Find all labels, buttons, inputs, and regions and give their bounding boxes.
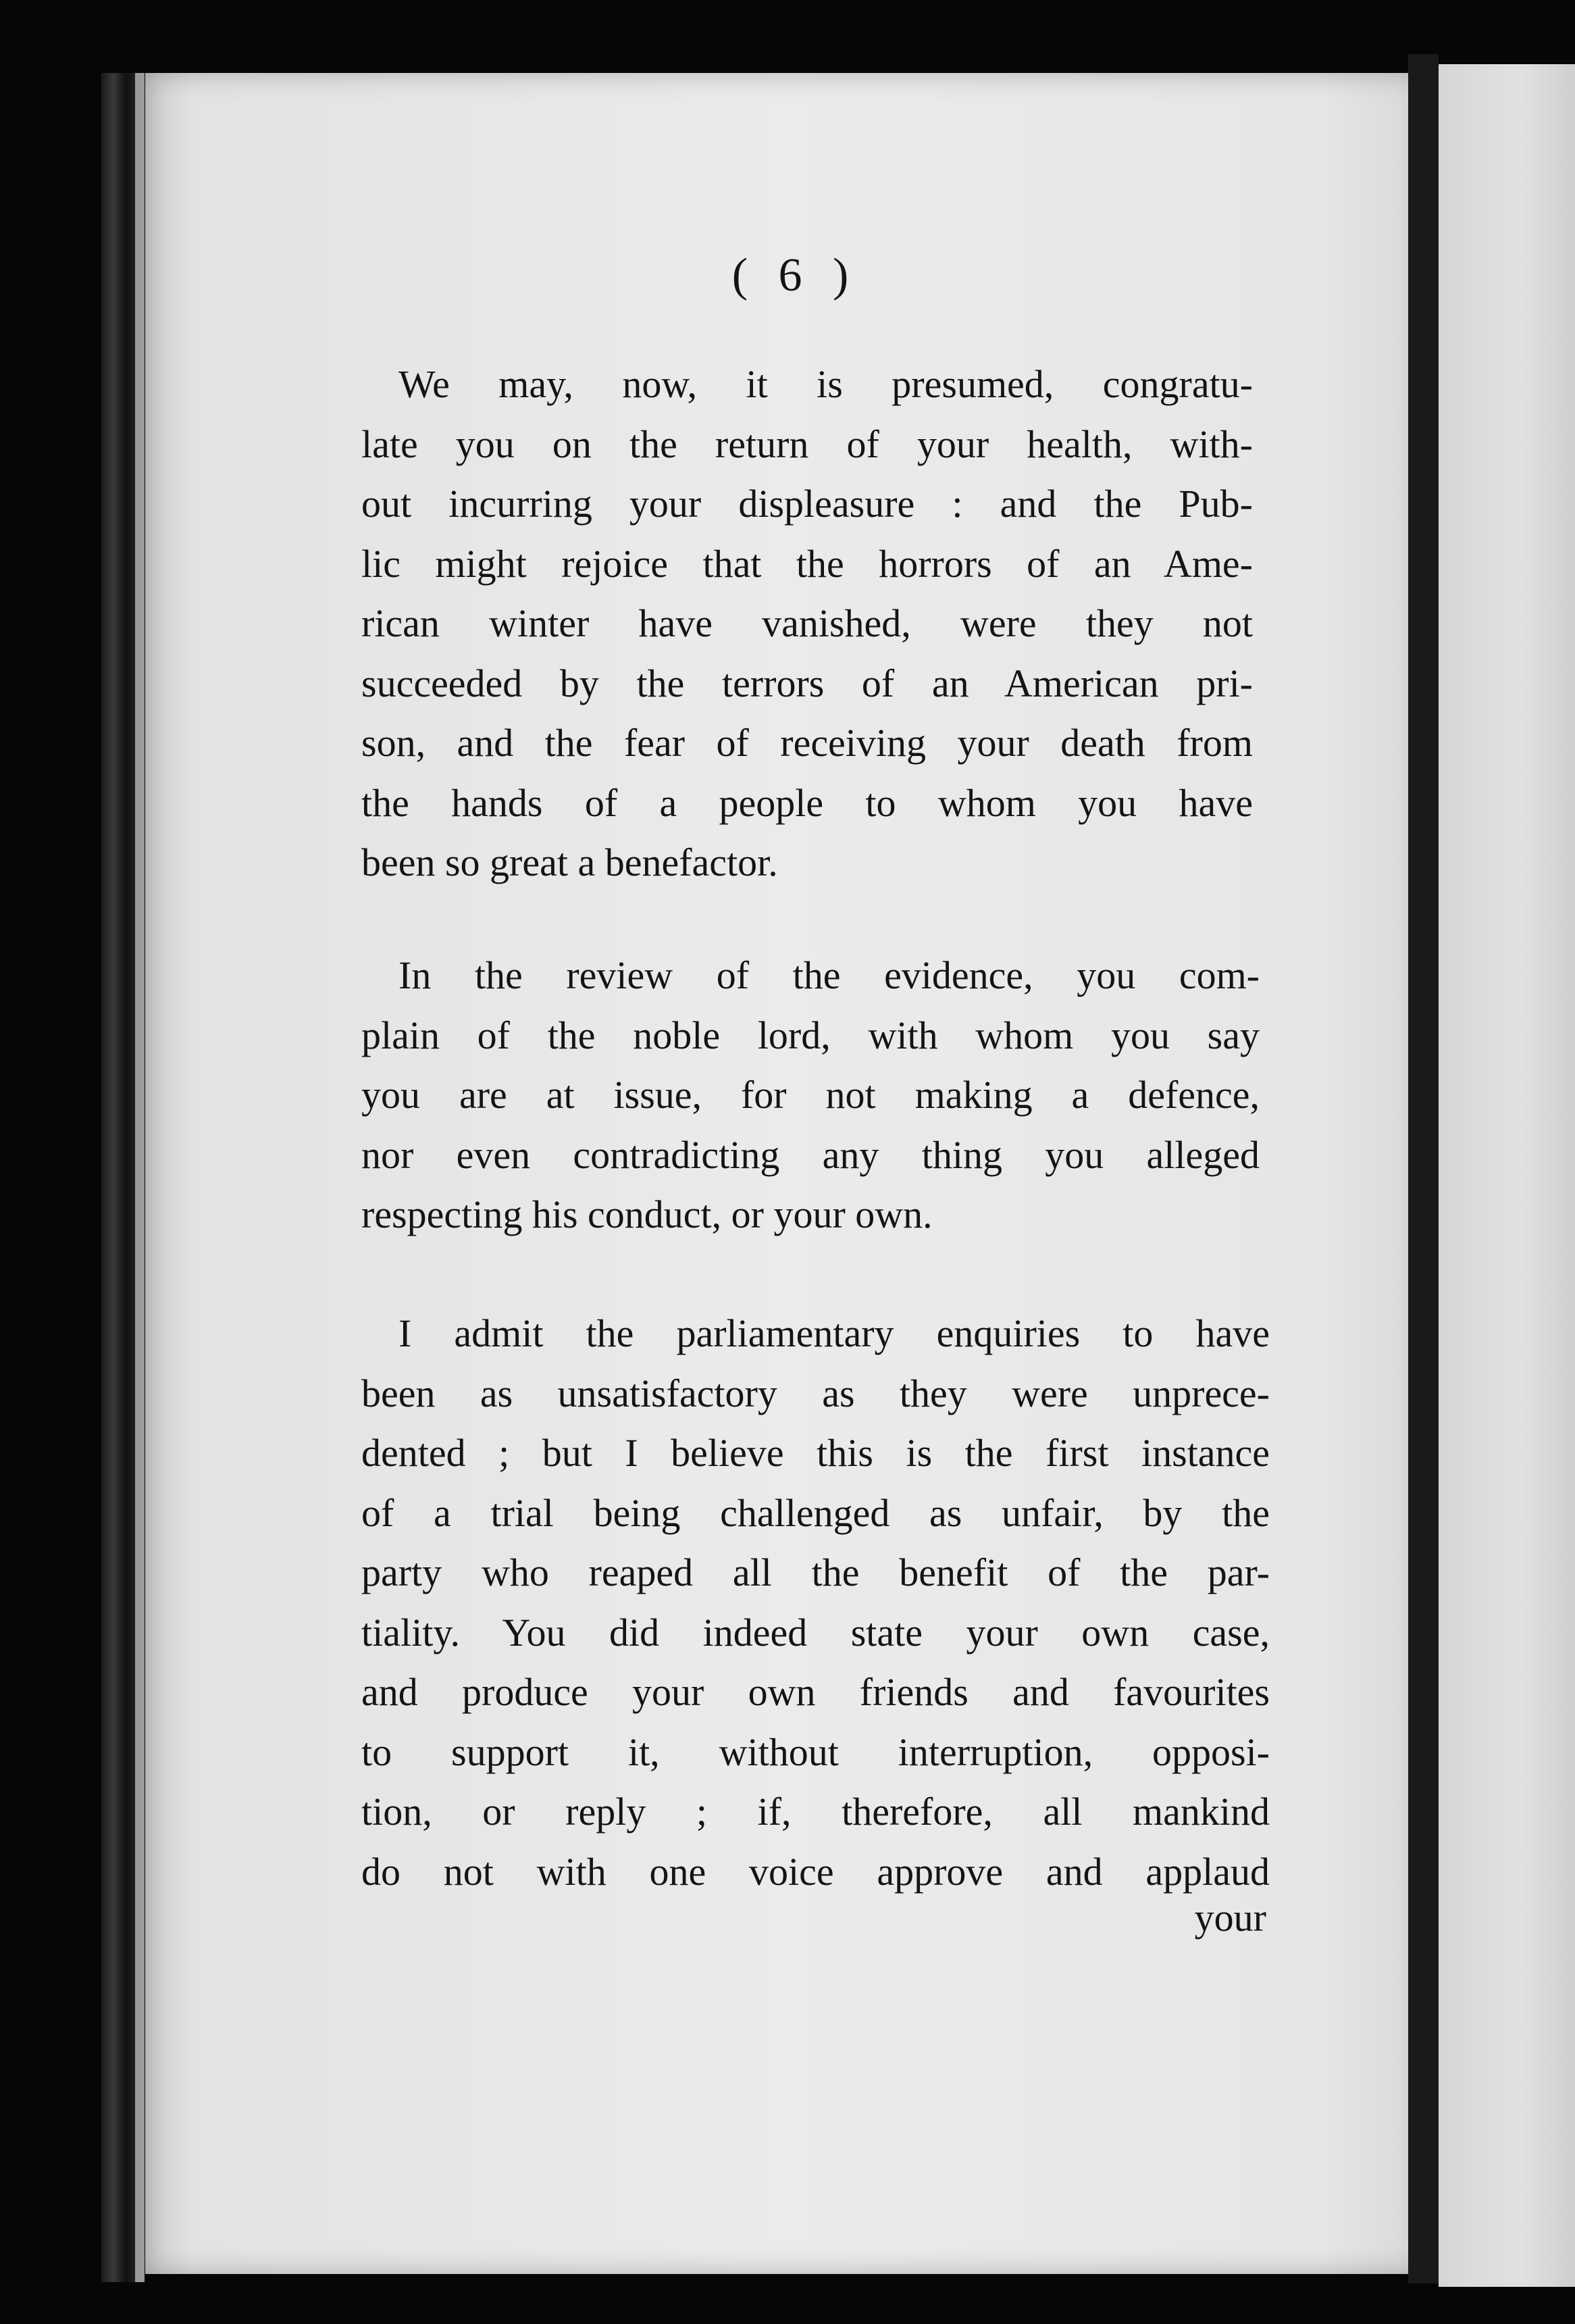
text-line: tion, or reply ; if, therefore, all mankind (361, 1790, 1270, 1834)
text-line: In the review of the evidence, you com- (398, 953, 1260, 997)
text-line: out incurring your displeasure : and the Pub- (361, 482, 1253, 526)
text-line: respecting his conduct, or your own. (361, 1192, 933, 1236)
text-line: plain of the noble lord, with whom you say (361, 1013, 1260, 1057)
text-line: I admit the parliamentary enquiries to have (398, 1311, 1270, 1355)
text-line: late you on the return of your health, with- (361, 422, 1253, 466)
text-line: been so great a benefactor. (361, 840, 778, 884)
text-line: succeeded by the terrors of an American pri- (361, 661, 1253, 705)
text-line: nor even contradicting any thing you alleged (361, 1132, 1260, 1177)
paragraph-2 (361, 946, 1260, 1245)
text-line: rican winter have vanished, were they not (361, 601, 1253, 645)
page-edge-strip (135, 73, 145, 2282)
text-line: and produce your own friends and favourites (361, 1670, 1270, 1714)
paragraph-3 (361, 1304, 1270, 1902)
text-line: been as unsatisfactory as they were unprece- (361, 1371, 1270, 1415)
text-line: do not with one voice approve and applaud (361, 1849, 1270, 1894)
text-line: tiality. You did indeed state your own case, (361, 1610, 1270, 1654)
text-line: you are at issue, for not making a defence, (361, 1073, 1260, 1117)
page-gutter (1408, 54, 1439, 2283)
text-line: to support it, without interruption, opposi- (361, 1729, 1270, 1774)
text-line: lic might rejoice that the horrors of an Ame- (361, 541, 1253, 586)
text-line: of a trial being challenged as unfair, by the (361, 1490, 1270, 1535)
text-line: son, and the fear of receiving your death from (361, 721, 1253, 765)
text-line: party who reaped all the benefit of the par- (361, 1550, 1270, 1594)
paragraph-1 (361, 355, 1253, 893)
text-line: We may, now, it is presumed, congratu- (398, 362, 1253, 406)
text-line: the hands of a people to whom you have (361, 780, 1253, 825)
page-number: ( 6 ) (731, 249, 849, 301)
adjacent-page-edge (1439, 64, 1575, 2287)
text-line: dented ; but I believe this is the first instance (361, 1431, 1270, 1475)
catchword: your (1194, 1896, 1266, 1940)
